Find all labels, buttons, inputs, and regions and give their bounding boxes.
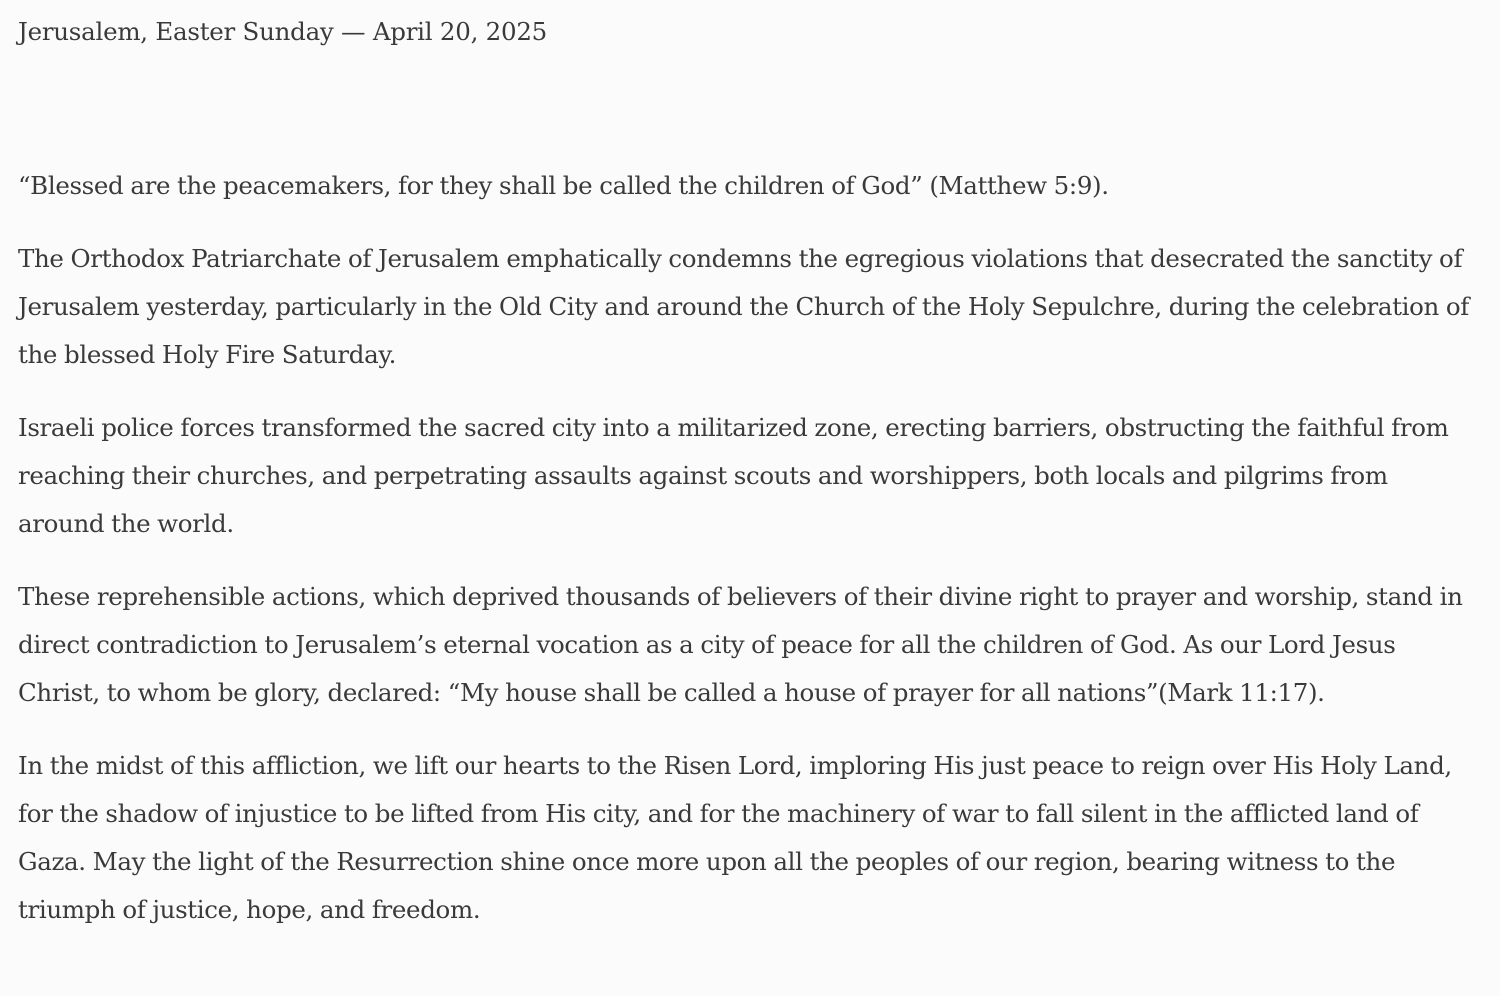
scripture-quote: “Blessed are the peacemakers, for they shall be called the children of God” (Matthew 5:9). <box>18 171 1109 200</box>
article <box>18 0 1480 959</box>
paragraph: In the midst of this affliction, we lift our hearts to the Risen Lord, imploring His just peace to reign over His Holy Land, for the shadow of injustice to be lifted from His city, and for the machinery of war to fall silent in the afflicted land of Gaza. May the light of the Resurrection shine once more upon all the peoples of our region, bearing witness to the triumph of justice, hope, and freedom. <box>18 751 1452 924</box>
paragraph: These reprehensible actions, which deprived thousands of believers of their divine right to prayer and worship, stand in direct contradiction to Jerusalem’s eternal vocation as a city of peace for all the children of God. As our Lord Jesus Christ, to whom be glory, declared: “My house shall be called a house of prayer for all nations”(Mark 11:17). <box>18 582 1463 707</box>
paragraph: Israeli police forces transformed the sacred city into a militarized zone, erecting barriers, obstructing the faithful from reaching their churches, and perpetrating assaults against scouts and worshippers, both locals and pilgrims from around the world. <box>18 413 1449 538</box>
dateline: Jerusalem, Easter Sunday — April 20, 2025 <box>18 17 547 46</box>
article-body <box>18 162 1480 934</box>
paragraph: The Orthodox Patriarchate of Jerusalem emphatically condemns the egregious violations that desecrated the sanctity of Jerusalem yesterday, particularly in the Old City and around the Church of the Holy Sepulchre, during the celebration of the blessed Holy Fire Saturday. <box>18 244 1470 369</box>
